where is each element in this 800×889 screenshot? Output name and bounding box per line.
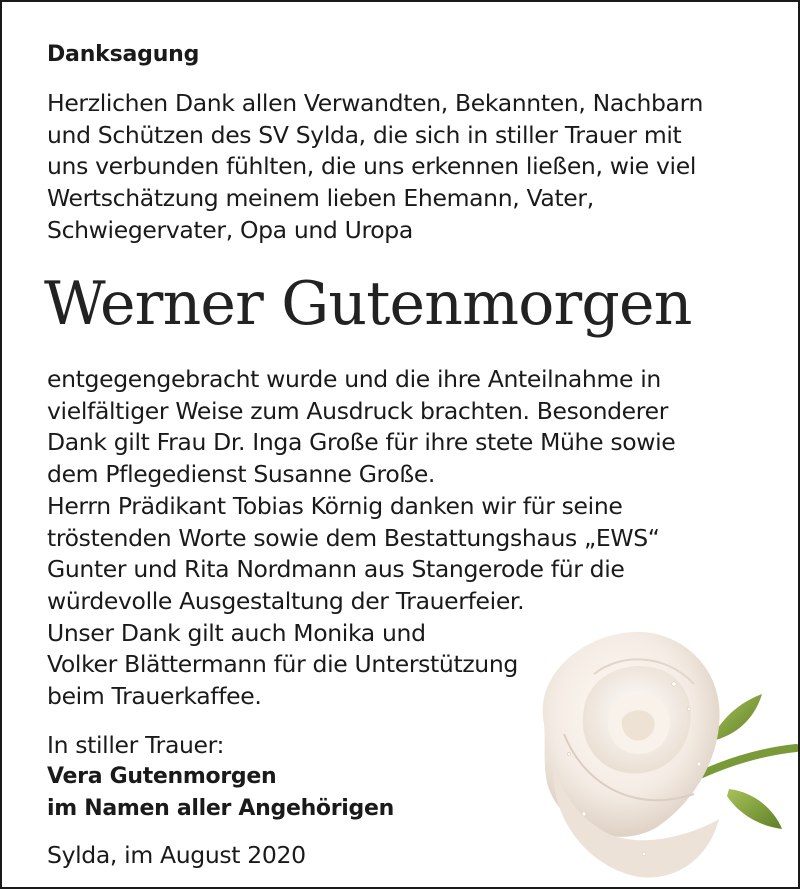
- body-line: Gunter und Rita Nordmann aus Stangerode für die: [47, 555, 625, 584]
- body-line: Unser Dank gilt auch Monika und: [47, 618, 426, 647]
- intro-line: und Schützen des SV Sylda, die sich in stiller Trauer mit: [47, 120, 682, 149]
- deceased-name: Werner Gutenmorgen: [44, 269, 692, 339]
- place-date: Sylda, im August 2020: [47, 841, 306, 869]
- white-rose-icon: [524, 614, 800, 889]
- intro-line: Wertschätzung meinem lieben Ehemann, Vater,: [47, 184, 594, 213]
- notice-heading: Danksagung: [47, 42, 200, 67]
- body-line: tröstenden Worte sowie dem Bestattungshaus „EWS“: [47, 523, 660, 552]
- body-line: dem Pflegedienst Susanne Große.: [47, 460, 436, 489]
- body-line: würdevolle Ausgestaltung der Trauerfeier.: [47, 586, 525, 615]
- body-line: entgegengebracht wurde und die ihre Anteilnahme in: [47, 365, 661, 393]
- intro-line: Herzlichen Dank allen Verwandten, Bekannten, Nachbarn: [47, 89, 704, 117]
- intro-paragraph: [47, 88, 703, 247]
- signature-group: im Namen aller Angehörigen: [47, 796, 394, 821]
- signature-name: Vera Gutenmorgen: [47, 764, 277, 789]
- intro-line: uns verbunden fühlten, die uns erkennen ließen, wie viel: [47, 152, 697, 181]
- body-line: Dank gilt Frau Dr. Inga Große für ihre stete Mühe sowie: [47, 428, 676, 457]
- intro-line: Schwiegervater, Opa und Uropa: [47, 215, 413, 244]
- body-line: Volker Blättermann für die Unterstützung: [47, 650, 518, 679]
- body-line: Herrn Prädikant Tobias Körnig danken wir für seine: [47, 491, 623, 520]
- signature-intro: In stiller Trauer:: [47, 731, 225, 759]
- body-line: vielfältiger Weise zum Ausdruck brachten. Besonderer: [47, 396, 669, 425]
- body-line: beim Trauerkaffee.: [47, 682, 262, 711]
